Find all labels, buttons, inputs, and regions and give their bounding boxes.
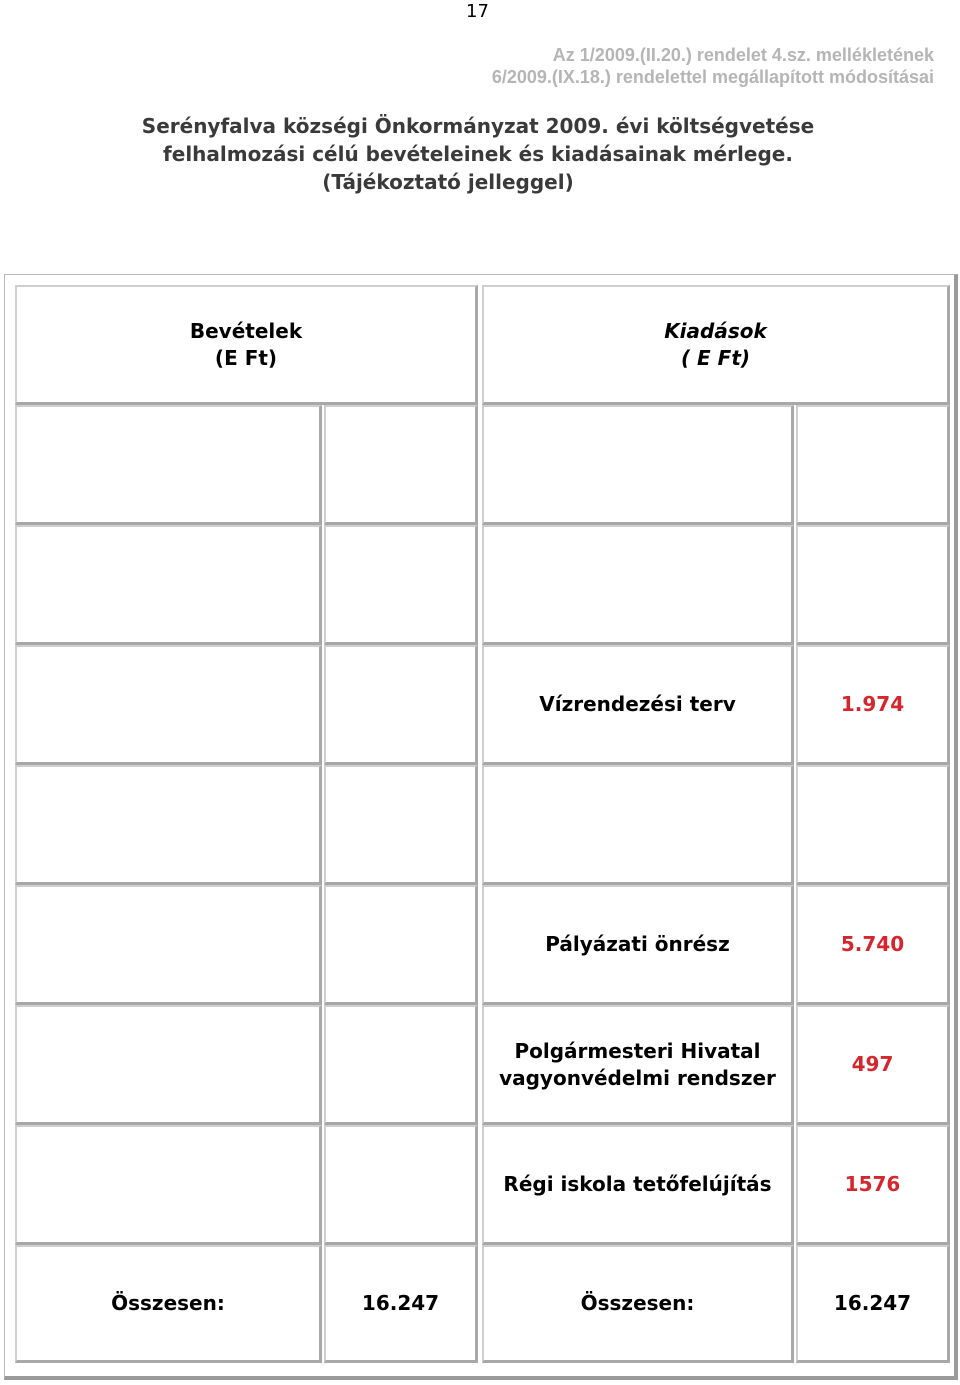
row6-expense-value bbox=[796, 1005, 950, 1125]
expense-header-title: Kiadások bbox=[664, 318, 767, 343]
row2-revenue-label bbox=[15, 525, 322, 645]
expense-header bbox=[482, 285, 950, 405]
row4-revenue-label bbox=[15, 765, 322, 885]
row7-expense-value bbox=[796, 1125, 950, 1245]
row2-expense-label bbox=[482, 525, 794, 645]
row4-expense-label bbox=[482, 765, 794, 885]
expense-total-value: 16.247 bbox=[796, 1245, 950, 1363]
row2-revenue-value bbox=[324, 525, 478, 645]
document-title bbox=[0, 112, 960, 196]
amendment-line-1: Az 1/2009.(II.20.) rendelet 4.sz. mellékletének bbox=[552, 45, 934, 65]
row7-expense-label bbox=[482, 1125, 794, 1245]
row6-revenue-value bbox=[324, 1005, 478, 1125]
row2-expense-value bbox=[796, 525, 950, 645]
expense-item-label-line1: Polgármesteri Hivatal bbox=[514, 1038, 761, 1063]
row7-revenue-value bbox=[324, 1125, 478, 1245]
expense-item-label: Vízrendezési terv bbox=[539, 692, 736, 716]
amendment-note bbox=[492, 44, 934, 88]
expense-total-label: Összesen: bbox=[482, 1245, 794, 1363]
expense-item-value: 1.974 bbox=[840, 692, 905, 716]
expense-item-value: 5.740 bbox=[840, 932, 905, 956]
row4-revenue-value bbox=[324, 765, 478, 885]
amendment-line-2: 6/2009.(IX.18.) rendelettel megállapított módosításai bbox=[491, 67, 934, 87]
expense-item-label: Régi iskola tetőfelújítás bbox=[503, 1172, 772, 1196]
row1-revenue-value bbox=[324, 405, 478, 525]
row5-revenue-value bbox=[324, 885, 478, 1005]
row6-revenue-label bbox=[15, 1005, 322, 1125]
row4-expense-value bbox=[796, 765, 950, 885]
expense-header-unit: ( E Ft) bbox=[680, 345, 751, 370]
expense-item-value: 497 bbox=[851, 1052, 894, 1076]
title-line-3: (Tájékoztató jelleggel) bbox=[322, 170, 574, 194]
revenue-header-title: Bevételek bbox=[189, 318, 303, 343]
row1-expense-label bbox=[482, 405, 794, 525]
expense-item-label-line2: vagyonvédelmi rendszer bbox=[499, 1065, 776, 1090]
title-line-2: felhalmozási célú bevételeinek és kiadásainak mérlege. bbox=[163, 142, 793, 166]
balance-table bbox=[4, 274, 958, 1380]
row3-revenue-value bbox=[324, 645, 478, 765]
row7-revenue-label bbox=[15, 1125, 322, 1245]
expense-item-value: 1576 bbox=[844, 1172, 901, 1196]
revenue-header bbox=[15, 285, 478, 405]
revenue-total-value: 16.247 bbox=[324, 1245, 478, 1363]
row6-expense-label bbox=[482, 1005, 794, 1125]
row5-expense-value bbox=[796, 885, 950, 1005]
row3-expense-value bbox=[796, 645, 950, 765]
expense-item-label: Pályázati önrész bbox=[545, 932, 730, 956]
page-number: 17 bbox=[466, 1, 489, 22]
row1-expense-value bbox=[796, 405, 950, 525]
row5-revenue-label bbox=[15, 885, 322, 1005]
row3-revenue-label bbox=[15, 645, 322, 765]
row3-expense-label bbox=[482, 645, 794, 765]
title-line-1: Serényfalva községi Önkormányzat 2009. évi költségvetése bbox=[141, 114, 815, 138]
row5-expense-label bbox=[482, 885, 794, 1005]
revenue-header-unit: (E Ft) bbox=[214, 345, 278, 370]
revenue-total-label: Összesen: bbox=[15, 1245, 322, 1363]
row1-revenue-label bbox=[15, 405, 322, 525]
